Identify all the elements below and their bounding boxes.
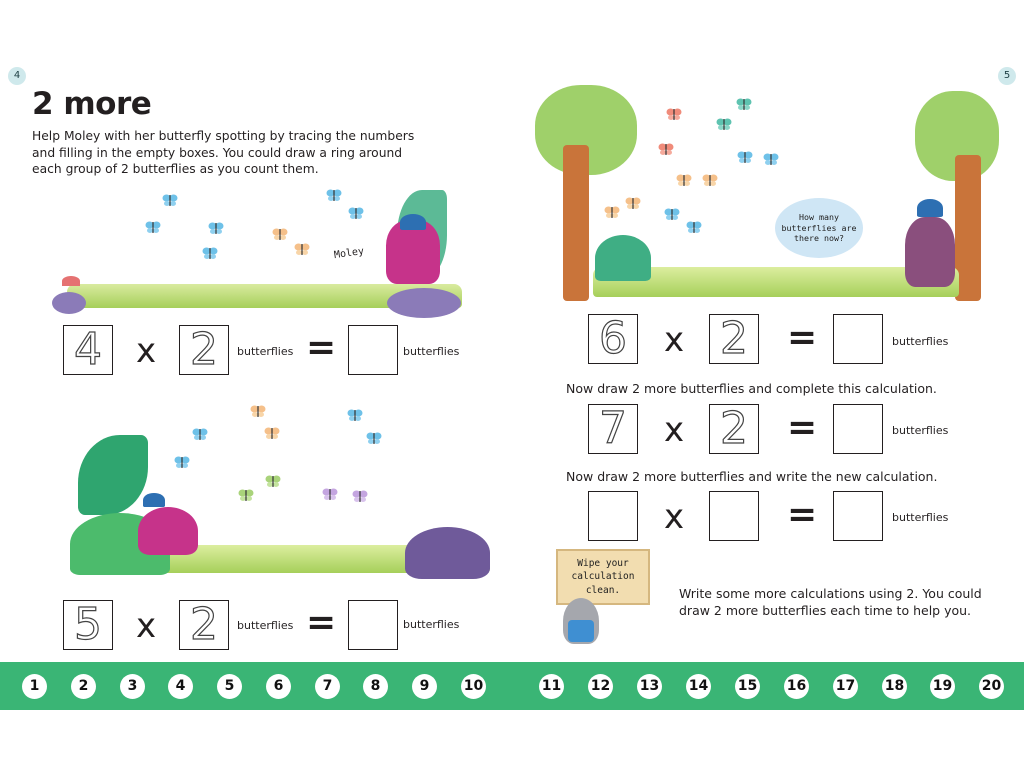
trace-number-box[interactable] (179, 600, 229, 650)
dotted-number: 2 (720, 313, 748, 364)
answer-box[interactable] (348, 600, 398, 650)
equals-sign: = (306, 602, 337, 643)
dotted-number: 2 (190, 324, 218, 375)
butterfly-icon (250, 404, 266, 418)
butterfly-icon (702, 173, 718, 187)
wipe-clean-sign: Wipe your calculation clean. (556, 549, 650, 605)
equals-sign: = (787, 317, 818, 358)
closing-text: Write some more calculations using 2. You could draw 2 more butterflies each time to help you. (679, 586, 982, 618)
blank-number-box[interactable] (588, 491, 638, 541)
mushroom (62, 276, 80, 286)
butterfly-icon (322, 487, 338, 501)
answer-box[interactable] (348, 325, 398, 375)
mouse-overalls (568, 620, 594, 642)
scene-right (535, 85, 1005, 305)
strip-number: 11 (539, 674, 564, 699)
butterfly-icon (625, 196, 641, 210)
dotted-number: 5 (74, 599, 102, 650)
multiply-sign: x (664, 320, 685, 360)
unit-label: butterflies (237, 619, 294, 632)
instruction-draw-complete: Now draw 2 more butterflies and complete this calculation. (566, 381, 937, 396)
page-title: 2 more (32, 86, 152, 122)
mole-body (905, 217, 955, 287)
butterfly-icon (763, 152, 779, 166)
butterfly-icon (192, 427, 208, 441)
dotted-number: 4 (74, 324, 102, 375)
butterfly-icon (202, 246, 218, 260)
blank-number-box[interactable] (709, 491, 759, 541)
butterfly-icon (736, 97, 752, 111)
strip-number: 18 (882, 674, 907, 699)
strip-number: 8 (363, 674, 388, 699)
dotted-number: 7 (599, 403, 627, 454)
butterfly-icon (366, 431, 382, 445)
butterfly-icon (265, 474, 281, 488)
butterfly-icon (174, 455, 190, 469)
butterfly-icon (352, 489, 368, 503)
multiply-sign: x (664, 497, 685, 537)
scene-bottom-left (70, 395, 490, 585)
rocks-right (387, 288, 461, 318)
big-rock (405, 527, 490, 579)
rock-left (52, 292, 86, 314)
mole-hat (143, 493, 165, 507)
big-leaf (78, 435, 148, 515)
strip-number: 3 (120, 674, 145, 699)
trace-number-box[interactable] (709, 404, 759, 454)
equals-sign: = (787, 494, 818, 535)
trace-number-box[interactable] (709, 314, 759, 364)
strip-number: 15 (735, 674, 760, 699)
unit-label: butterflies (403, 618, 460, 631)
unit-label: butterflies (892, 335, 949, 348)
mole-body (138, 507, 198, 555)
answer-box[interactable] (833, 314, 883, 364)
multiply-sign: x (136, 606, 157, 646)
butterfly-icon (347, 408, 363, 422)
trace-number-box[interactable] (63, 325, 113, 375)
strip-number: 12 (588, 674, 613, 699)
strip-number: 19 (930, 674, 955, 699)
butterfly-icon (737, 150, 753, 164)
multiply-sign: x (664, 410, 685, 450)
butterfly-icon (162, 193, 178, 207)
butterfly-icon (272, 227, 288, 241)
butterfly-icon (208, 221, 224, 235)
answer-box[interactable] (833, 491, 883, 541)
trace-number-box[interactable] (588, 314, 638, 364)
butterfly-icon (716, 117, 732, 131)
right-page-number: 5 (998, 67, 1016, 85)
tree-trunk-left (563, 145, 589, 301)
strip-number: 13 (637, 674, 662, 699)
butterfly-icon (326, 188, 342, 202)
strip-number: 6 (266, 674, 291, 699)
butterfly-icon (666, 107, 682, 121)
butterfly-icon (664, 207, 680, 221)
dotted-number: 2 (190, 599, 218, 650)
equals-sign: = (787, 407, 818, 448)
intro-text: Help Moley with her butterfly spotting by tracing the numbers and filling in the empty boxes. You could draw a ring around each group of 2 butterflies as you count them. (32, 129, 415, 176)
moley-label: Moley (333, 245, 365, 262)
speech-bubble: How many butterflies are there now? (775, 198, 863, 258)
answer-box[interactable] (833, 404, 883, 454)
butterfly-icon (658, 142, 674, 156)
strip-number: 20 (979, 674, 1004, 699)
butterfly-icon (238, 488, 254, 502)
instruction-write-new: Now draw 2 more butterflies and write the new calculation. (566, 469, 938, 484)
trace-number-box[interactable] (63, 600, 113, 650)
butterfly-icon (145, 220, 161, 234)
strip-number: 7 (315, 674, 340, 699)
multiply-sign: x (136, 331, 157, 371)
butterfly-icon (686, 220, 702, 234)
butterfly-icon (264, 426, 280, 440)
unit-label: butterflies (892, 511, 949, 524)
butterfly-icon (604, 205, 620, 219)
strip-number: 14 (686, 674, 711, 699)
unit-label: butterflies (892, 424, 949, 437)
strip-number: 10 (461, 674, 486, 699)
butterfly-icon (294, 242, 310, 256)
strip-number: 5 (217, 674, 242, 699)
left-page-number: 4 (8, 67, 26, 85)
dotted-number: 6 (599, 313, 627, 364)
trace-number-box[interactable] (588, 404, 638, 454)
butterfly-icon (348, 206, 364, 220)
unit-label: butterflies (237, 345, 294, 358)
dotted-number: 2 (720, 403, 748, 454)
strip-number: 17 (833, 674, 858, 699)
fern (595, 235, 651, 281)
equals-sign: = (306, 327, 337, 368)
strip-number: 1 (22, 674, 47, 699)
mole-hat (917, 199, 943, 217)
butterfly-icon (676, 173, 692, 187)
strip-number: 4 (168, 674, 193, 699)
trace-number-box[interactable] (179, 325, 229, 375)
mole-hat (400, 214, 426, 230)
unit-label: butterflies (403, 345, 460, 358)
scene-top-left (52, 180, 472, 320)
strip-number: 2 (71, 674, 96, 699)
strip-number: 9 (412, 674, 437, 699)
number-strip (0, 662, 1024, 710)
strip-number: 16 (784, 674, 809, 699)
